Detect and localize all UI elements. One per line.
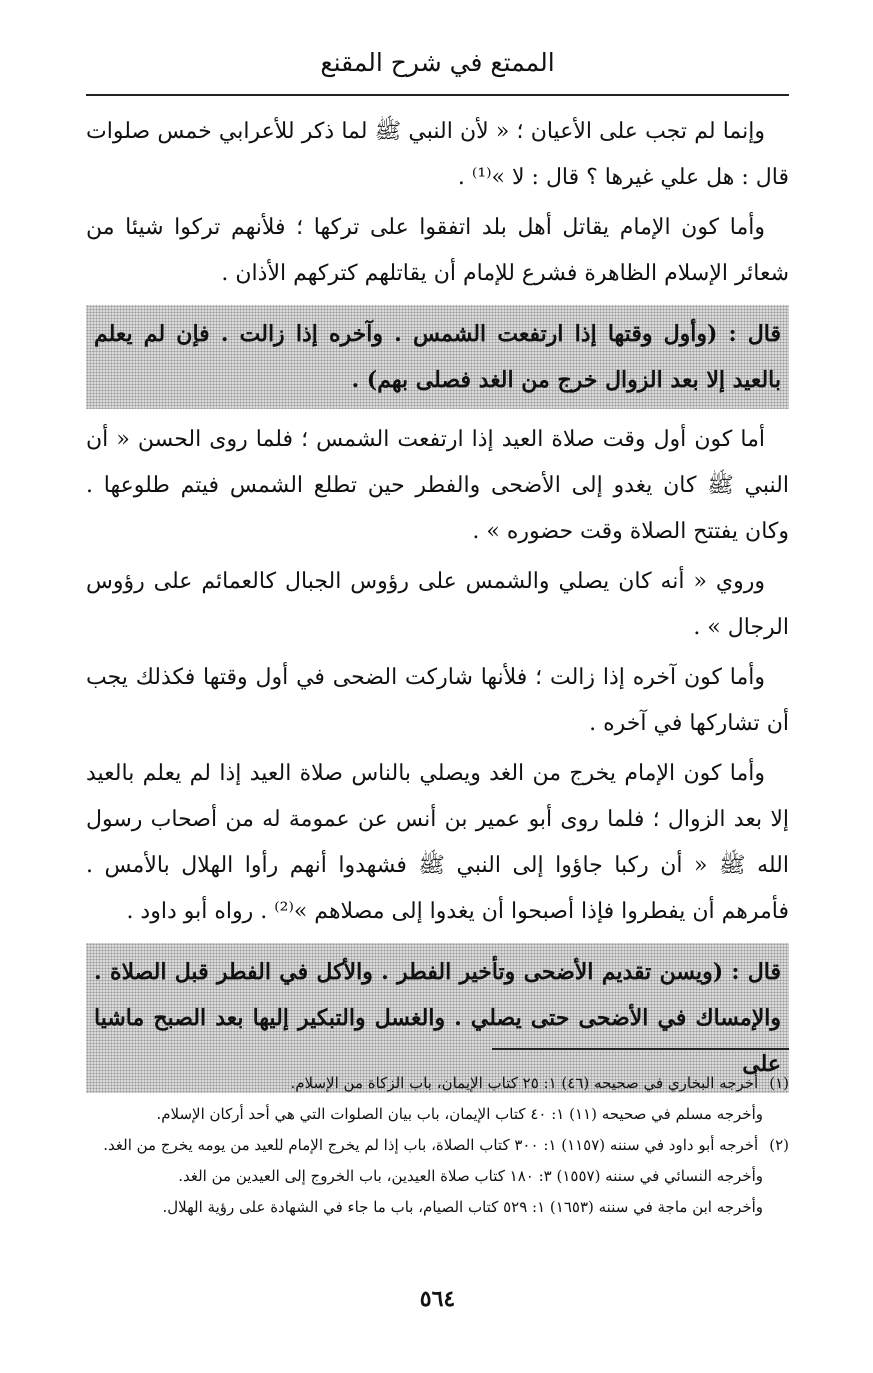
- paragraph: أما كون أول وقت صلاة العيد إذا ارتفعت الشمس ؛ فلما روى الحسن « أن النبي ﷺ كان يغدو إلى الأضحى والفطر حين تطلع الشمس فيتم طلوعها . وكان يفتتح الصلاة وقت حضوره » .: [86, 427, 789, 544]
- footnote-text: أخرجه البخاري في صحيحه (٤٦) ١: ٢٥ كتاب الإيمان، باب الزكاة من الإسلام.: [290, 1074, 759, 1092]
- matn-highlight: قال : (وأول وقتها إذا ارتفعت الشمس . وآخره إذا زالت . فإن لم يعلم بالعيد إلا بعد الزوال خرج من الغد فصلى بهم) .: [86, 305, 789, 409]
- footnote-rule: [492, 1048, 789, 1050]
- footnote-number: (٢): [769, 1136, 789, 1154]
- footnote-text: وأخرجه النسائي في سننه (١٥٥٧) ٣: ١٨٠ كتاب صلاة العيدين، باب الخروج إلى العيدين من الغد.: [178, 1167, 763, 1185]
- page-number: ٥٦٤: [419, 1286, 456, 1312]
- footnote-text: وأخرجه مسلم في صحيحه (١١) ١: ٤٠ كتاب الإيمان، باب بيان الصلوات التي هي أحد أركان الإسلام.: [156, 1105, 763, 1123]
- running-header: الممتع في شرح المقنع: [320, 48, 555, 77]
- footnote: [86, 1192, 789, 1223]
- footnote-text: وأخرجه ابن ماجة في سننه (١٦٥٣) ١: ٥٢٩ كتاب الصيام، باب ما جاء في الشهادة على رؤية الهلال.: [162, 1198, 763, 1216]
- footnote: [86, 1130, 789, 1161]
- matn-highlight: قال : (ويسن تقديم الأضحى وتأخير الفطر . والأكل في الفطر قبل الصلاة . والإمساك في الأضحى حتى يصلي . والغسل والتبكير إليها بعد الصبح ماشيا على: [86, 943, 789, 1093]
- footnote: [86, 1099, 789, 1130]
- footnote: [86, 1068, 789, 1099]
- footnote-number: (١): [769, 1074, 789, 1092]
- main-text: [86, 109, 789, 1101]
- header-rule: [86, 94, 789, 96]
- paragraph: وإنما لم تجب على الأعيان ؛ « لأن النبي ﷺ لما ذكر للأعرابي خمس صلوات قال : هل علي غيرها ؟ قال : لا »⁽¹⁾ .: [86, 119, 789, 190]
- footnote-text: أخرجه أبو داود في سننه (١١٥٧) ١: ٣٠٠ كتاب الصلاة، باب إذا لم يخرج الإمام للعيد من يومه يخرج من الغد.: [103, 1136, 759, 1154]
- paragraph: وروي « أنه كان يصلي والشمس على رؤوس الجبال كالعمائم على رؤوس الرجال » .: [86, 569, 789, 640]
- paragraph: وأما كون آخره إذا زالت ؛ فلأنها شاركت الضحى في أول وقتها فكذلك يجب أن تشاركها في آخره .: [86, 665, 789, 736]
- footnote: [86, 1161, 789, 1192]
- paragraph: وأما كون الإمام يقاتل أهل بلد اتفقوا على تركها ؛ فلأنهم تركوا شيئا من شعائر الإسلام الظاهرة فشرع للإمام أن يقاتلهم كتركهم الأذان .: [86, 215, 789, 286]
- footnotes: [86, 1068, 789, 1223]
- paragraph: وأما كون الإمام يخرج من الغد ويصلي بالناس صلاة العيد إذا لم يعلم بالعيد إلا بعد الزوال ؛ فلما روى أبو عمير بن أنس عن عمومة له من أصحاب رسول الله ﷺ « أن ركبا جاؤوا إلى النبي ﷺ فشهدوا أنهم رأوا الهلال بالأمس . فأمرهم أن يفطروا فإذا أصبحوا أن يغدوا إلى مصلاهم »⁽²⁾ . رواه أبو داود .: [86, 761, 789, 924]
